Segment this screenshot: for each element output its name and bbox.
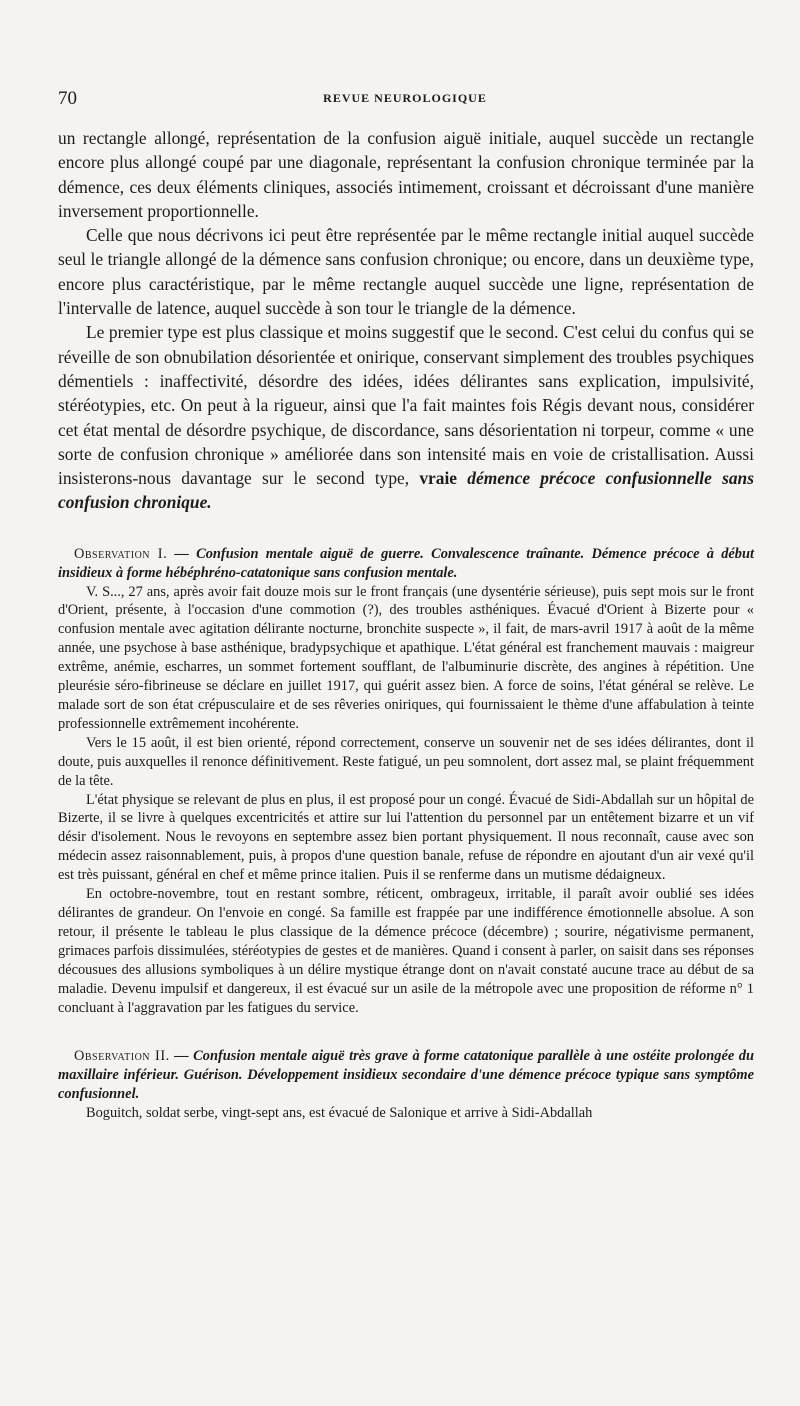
observation-1-heading bbox=[58, 545, 754, 583]
paragraph bbox=[58, 320, 754, 514]
observation-1-label: Observation I. bbox=[74, 545, 168, 562]
page-header bbox=[58, 88, 752, 110]
body-text bbox=[58, 126, 754, 1123]
observation-2-label: Observation II. bbox=[74, 1048, 170, 1065]
observation-2-title: — Confusion mentale aiguë très grave à forme catatonique parallèle à une ostéite prolongée du maxillaire inférieur. Guérison. Développement insidieux secondaire d'une démence précoce typique sans symptôme confusionnel. bbox=[58, 1048, 754, 1103]
paragraph-bold-word: vraie bbox=[419, 468, 458, 489]
observation-1-paragraph: V. S..., 27 ans, après avoir fait douze mois sur le front français (une dysentérie sérieuse), puis sept mois sur le front d'Orient, présente, à l'occasion d'une commotion (?), des troubles asthéniques. Évacué d'Orient à Bizerte pour « confusion mentale avec agitation délirante nocturne, bronchite suspecte », il fait, de mars-avril 1917 à août de la même année, une psychose à base asthénique, bradypsychique et apathique. L'état général est franchement mauvais : maigreur extrême, anémie, escharres, un sommet fortement soufflant, de l'albuminurie discrète, des angines à répétition. Une pleurésie séro-fibrineuse se déclare en juillet 1917, qui guérit assez bien. A force de soins, l'état général se relève. Le malade sort de son état crépusculaire et de ses rêveries oniriques, qui fournissaient le thème d'une affabulation à teinte professionnelle extrêmement incohérente. bbox=[58, 583, 754, 732]
observation-2-heading bbox=[58, 1047, 754, 1104]
paragraph: un rectangle allongé, représentation de la confusion aiguë initiale, auquel succède un rectangle encore plus allongé coupé par une diagonale, représentant la confusion chronique terminée par la démence, ces deux éléments cliniques, associés intimement, croissant et décroissant d'une manière inversement proportionnelle. bbox=[58, 128, 754, 221]
observation-1-paragraph: L'état physique se relevant de plus en plus, il est proposé pour un congé. Évacué de Sidi-Abdallah sur un hôpital de Bizerte, il se livre à quelques excentricités et attire sur lui l'attention du personnel par un entêtement bizarre et un vif désir d'isolement. Nous le revoyons en septembre assez bien portant physiquement. Il nous reconnaît, cause avec son médecin assez raisonnablement, puis, à propos d'une question banale, refuse de répondre en ajoutant d'un air vexé qu'il est très puissant, général en chef et même prince italien. Puis il se renferme dans un mutisme dédaigneux. bbox=[58, 791, 754, 884]
observation-2-paragraph: Boguitch, soldat serbe, vingt-sept ans, est évacué de Salonique et arrive à Sidi-Abdallah bbox=[86, 1105, 593, 1122]
paragraph: Celle que nous décrivons ici peut être représentée par le même rectangle initial auquel succède seul le triangle allongé de la démence sans confusion chronique; ou encore, dans un deuxième type, encore plus caractéristique, par le même rectangle auquel succède une ligne, représentation de l'intervalle de latence, auquel succède à son tour le triangle de la démence. bbox=[58, 225, 754, 319]
running-title: REVUE NEUROLOGIQUE bbox=[323, 91, 487, 105]
observation-1-title: — Confusion mentale aiguë de guerre. Convalescence traînante. Démence précoce à début insidieux à forme hébéphréno-catatonique sans confusion mentale. bbox=[58, 545, 754, 581]
observation-1-paragraph: En octobre-novembre, tout en restant sombre, réticent, ombrageux, irritable, il paraît avoir oublié ses idées délirantes de grandeur. On l'envoie en congé. Sa famille est frappée par une indifférence émotionnelle absolue. A son retour, il présente le tableau le plus classique de la démence précoce (décembre) ; sourire, négativisme permanent, grimaces parfois dissimulées, stéréotypies de gestes et de manières. Quand i consent à parler, on saisit dans ses réponses décousues des allusions symboliques à un délire mystique étrange dont on n'avait constaté aucune trace au début de sa maladie. Devenu impulsif et dangereux, il est évacué sur un asile de la métropole avec une proposition de réforme n° 1 concluant à l'aggravation par les fatigues du service. bbox=[58, 886, 754, 1016]
page-number: 70 bbox=[58, 88, 77, 109]
paragraph-text: Le premier type est plus classique et moins suggestif que le second. C'est celui du confus qui se réveille de son obnubilation désorientée et onirique, conservant simplement des troubles psychiques démentiels : inaffectivité, désordre des idées, idées délirantes sans explication, impulsivité, stéréotypies, etc. On peut à la rigueur, ainsi que l'a fait maintes fois Régis devant nous, considérer cet état mental de désordre psychique, de discordance, sans désorientation ni torpeur, comme « une sorte de confusion chronique » améliorée dans son intensité mais en voie de cristallisation. Aussi insisterons-nous davantage sur le second type, bbox=[58, 322, 754, 489]
observation-1-paragraph: Vers le 15 août, il est bien orienté, répond correctement, conserve un souvenir net de ses idées délirantes, dont il doute, puis auxquelles il renonce définitivement. Reste fatigué, un peu somnolent, dort assez mal, se plaint fréquemment de la tête. bbox=[58, 734, 754, 789]
paragraph-emphasis: démence précoce confusionnelle sans confusion chronique. bbox=[58, 468, 754, 513]
